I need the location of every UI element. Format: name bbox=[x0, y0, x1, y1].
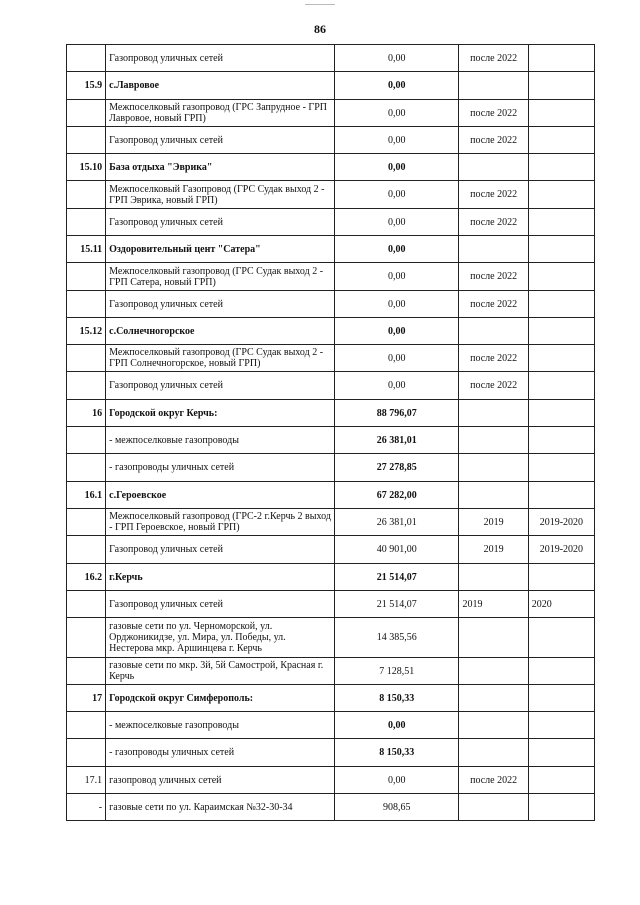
row-start-year bbox=[459, 564, 528, 591]
row-start-year: после 2022 bbox=[459, 767, 528, 794]
row-end-year bbox=[528, 482, 594, 509]
table-row bbox=[67, 72, 595, 100]
row-start-year: после 2022 bbox=[459, 100, 528, 127]
row-number bbox=[67, 100, 106, 127]
table-row bbox=[67, 45, 595, 72]
row-name: г.Керчь bbox=[106, 564, 335, 591]
row-number: 16 bbox=[67, 400, 106, 427]
row-start-year: 2019 bbox=[459, 536, 528, 564]
row-end-year bbox=[528, 767, 594, 794]
table-row bbox=[67, 794, 595, 821]
row-value: 0,00 bbox=[335, 345, 459, 372]
table-row bbox=[67, 658, 595, 685]
row-end-year bbox=[528, 100, 594, 127]
row-name: Газопровод уличных сетей bbox=[106, 291, 335, 318]
table-row bbox=[67, 345, 595, 372]
row-number bbox=[67, 618, 106, 658]
row-start-year bbox=[459, 658, 528, 685]
row-value: 14 385,56 bbox=[335, 618, 459, 658]
row-end-year bbox=[528, 154, 594, 181]
table-row bbox=[67, 318, 595, 345]
row-value: 908,65 bbox=[335, 794, 459, 821]
row-number bbox=[67, 591, 106, 618]
row-value: 0,00 bbox=[335, 209, 459, 236]
table-row bbox=[67, 564, 595, 591]
row-value: 0,00 bbox=[335, 72, 459, 100]
row-name: - газопроводы уличных сетей bbox=[106, 739, 335, 767]
table-row bbox=[67, 291, 595, 318]
row-start-year bbox=[459, 427, 528, 454]
row-value: 0,00 bbox=[335, 291, 459, 318]
row-number bbox=[67, 263, 106, 291]
row-number bbox=[67, 345, 106, 372]
row-end-year: 2020 bbox=[528, 591, 594, 618]
row-name: Оздоровительный цент "Сатера" bbox=[106, 236, 335, 263]
row-name: Газопровод уличных сетей bbox=[106, 45, 335, 72]
row-start-year bbox=[459, 685, 528, 712]
row-start-year bbox=[459, 72, 528, 100]
row-name: Газопровод уличных сетей bbox=[106, 536, 335, 564]
row-value: 0,00 bbox=[335, 263, 459, 291]
gas-pipeline-table bbox=[66, 44, 595, 821]
row-start-year bbox=[459, 154, 528, 181]
row-end-year bbox=[528, 564, 594, 591]
row-name: газопровод уличных сетей bbox=[106, 767, 335, 794]
row-name: с.Солнечногорское bbox=[106, 318, 335, 345]
row-value: 67 282,00 bbox=[335, 482, 459, 509]
row-end-year bbox=[528, 209, 594, 236]
row-number bbox=[67, 181, 106, 209]
row-number: 16.2 bbox=[67, 564, 106, 591]
row-start-year: после 2022 bbox=[459, 291, 528, 318]
row-name: - межпоселковые газопроводы bbox=[106, 427, 335, 454]
row-start-year bbox=[459, 482, 528, 509]
row-start-year bbox=[459, 318, 528, 345]
row-end-year bbox=[528, 618, 594, 658]
row-value: 8 150,33 bbox=[335, 739, 459, 767]
row-start-year: после 2022 bbox=[459, 181, 528, 209]
table-row bbox=[67, 618, 595, 658]
row-name: Городской округ Керчь: bbox=[106, 400, 335, 427]
row-value: 27 278,85 bbox=[335, 454, 459, 482]
row-name: Газопровод уличных сетей bbox=[106, 372, 335, 400]
table-row bbox=[67, 591, 595, 618]
row-start-year: 2019 bbox=[459, 591, 528, 618]
row-value: 0,00 bbox=[335, 154, 459, 181]
row-value: 0,00 bbox=[335, 45, 459, 72]
table-row bbox=[67, 236, 595, 263]
row-start-year: после 2022 bbox=[459, 45, 528, 72]
row-end-year bbox=[528, 427, 594, 454]
row-number: 15.10 bbox=[67, 154, 106, 181]
table-row bbox=[67, 427, 595, 454]
row-end-year bbox=[528, 345, 594, 372]
row-end-year bbox=[528, 372, 594, 400]
row-end-year: 2019-2020 bbox=[528, 509, 594, 536]
row-name: Межпоселковый газопровод (ГРС Судак выход 2 - ГРП Солнечногорское, новый ГРП) bbox=[106, 345, 335, 372]
table-row bbox=[67, 400, 595, 427]
row-start-year bbox=[459, 400, 528, 427]
row-value: 0,00 bbox=[335, 127, 459, 154]
row-start-year: после 2022 bbox=[459, 127, 528, 154]
row-number bbox=[67, 536, 106, 564]
row-name: газовые сети по ул. Черноморской, ул. Орджоникидзе, ул. Мира, ул. Победы, ул. Нестерова мкр. Аршинцева г. Керчь bbox=[106, 618, 335, 658]
row-start-year bbox=[459, 794, 528, 821]
row-start-year: после 2022 bbox=[459, 345, 528, 372]
table-row bbox=[67, 767, 595, 794]
row-name: База отдыха "Эврика" bbox=[106, 154, 335, 181]
row-number: 15.12 bbox=[67, 318, 106, 345]
row-end-year bbox=[528, 400, 594, 427]
row-number bbox=[67, 427, 106, 454]
row-name: Городской округ Симферополь: bbox=[106, 685, 335, 712]
row-number bbox=[67, 739, 106, 767]
row-end-year: 2019-2020 bbox=[528, 536, 594, 564]
row-number: 16.1 bbox=[67, 482, 106, 509]
row-name: Межпоселковый газопровод (ГРС Запрудное - ГРП Лавровое, новый ГРП) bbox=[106, 100, 335, 127]
row-value: 26 381,01 bbox=[335, 427, 459, 454]
page-number: 86 bbox=[314, 22, 326, 36]
row-number bbox=[67, 45, 106, 72]
row-name: газовые сети по ул. Караимская №32-30-34 bbox=[106, 794, 335, 821]
row-value: 21 514,07 bbox=[335, 564, 459, 591]
row-value: 0,00 bbox=[335, 372, 459, 400]
row-number bbox=[67, 372, 106, 400]
row-end-year bbox=[528, 454, 594, 482]
row-number bbox=[67, 454, 106, 482]
row-number bbox=[67, 712, 106, 739]
table-row bbox=[67, 154, 595, 181]
row-name: - газопроводы уличных сетей bbox=[106, 454, 335, 482]
row-number bbox=[67, 291, 106, 318]
row-value: 40 901,00 bbox=[335, 536, 459, 564]
row-value: 0,00 bbox=[335, 767, 459, 794]
row-value: 0,00 bbox=[335, 712, 459, 739]
row-start-year: после 2022 bbox=[459, 263, 528, 291]
row-end-year bbox=[528, 318, 594, 345]
row-name: Межпоселковый Газопровод (ГРС Судак выход 2 - ГРП Эврика, новый ГРП) bbox=[106, 181, 335, 209]
row-value: 0,00 bbox=[335, 318, 459, 345]
row-value: 8 150,33 bbox=[335, 685, 459, 712]
row-value: 7 128,51 bbox=[335, 658, 459, 685]
row-value: 21 514,07 bbox=[335, 591, 459, 618]
row-number: 15.9 bbox=[67, 72, 106, 100]
row-start-year bbox=[459, 454, 528, 482]
table-row bbox=[67, 181, 595, 209]
row-end-year bbox=[528, 712, 594, 739]
row-end-year bbox=[528, 739, 594, 767]
row-number bbox=[67, 509, 106, 536]
row-number: 17 bbox=[67, 685, 106, 712]
row-number bbox=[67, 127, 106, 154]
row-end-year bbox=[528, 45, 594, 72]
row-end-year bbox=[528, 794, 594, 821]
row-number: 15.11 bbox=[67, 236, 106, 263]
row-name: Газопровод уличных сетей bbox=[106, 591, 335, 618]
row-end-year bbox=[528, 685, 594, 712]
table-row bbox=[67, 482, 595, 509]
table-row bbox=[67, 712, 595, 739]
table-row bbox=[67, 372, 595, 400]
row-end-year bbox=[528, 72, 594, 100]
row-name: Межпоселковый газопровод (ГРС-2 г.Керчь 2 выход - ГРП Героевское, новый ГРП) bbox=[106, 509, 335, 536]
row-value: 0,00 bbox=[335, 100, 459, 127]
row-name: Межпоселковый газопровод (ГРС Судак выход 2 - ГРП Сатера, новый ГРП) bbox=[106, 263, 335, 291]
row-end-year bbox=[528, 236, 594, 263]
table-row bbox=[67, 263, 595, 291]
row-name: Газопровод уличных сетей bbox=[106, 209, 335, 236]
row-name: - межпоселковые газопроводы bbox=[106, 712, 335, 739]
row-end-year bbox=[528, 181, 594, 209]
row-value: 26 381,01 bbox=[335, 509, 459, 536]
table-row bbox=[67, 739, 595, 767]
table-row bbox=[67, 685, 595, 712]
row-end-year bbox=[528, 291, 594, 318]
table-row bbox=[67, 536, 595, 564]
row-name: с.Героевское bbox=[106, 482, 335, 509]
row-end-year bbox=[528, 658, 594, 685]
row-number bbox=[67, 658, 106, 685]
row-name: с.Лавровое bbox=[106, 72, 335, 100]
table-row bbox=[67, 100, 595, 127]
row-number bbox=[67, 209, 106, 236]
top-divider bbox=[305, 4, 335, 5]
row-value: 0,00 bbox=[335, 181, 459, 209]
row-start-year bbox=[459, 712, 528, 739]
row-start-year: после 2022 bbox=[459, 372, 528, 400]
row-start-year bbox=[459, 739, 528, 767]
row-end-year bbox=[528, 263, 594, 291]
row-start-year bbox=[459, 236, 528, 263]
row-value: 88 796,07 bbox=[335, 400, 459, 427]
row-number: 17.1 bbox=[67, 767, 106, 794]
table-row bbox=[67, 127, 595, 154]
row-value: 0,00 bbox=[335, 236, 459, 263]
row-start-year: 2019 bbox=[459, 509, 528, 536]
row-end-year bbox=[528, 127, 594, 154]
row-name: газовые сети по мкр. 3й, 5й Самострой, Красная г. Керчь bbox=[106, 658, 335, 685]
row-start-year: после 2022 bbox=[459, 209, 528, 236]
table-row bbox=[67, 509, 595, 536]
table-row bbox=[67, 454, 595, 482]
table-row bbox=[67, 209, 595, 236]
row-number: - bbox=[67, 794, 106, 821]
row-start-year bbox=[459, 618, 528, 658]
row-name: Газопровод уличных сетей bbox=[106, 127, 335, 154]
